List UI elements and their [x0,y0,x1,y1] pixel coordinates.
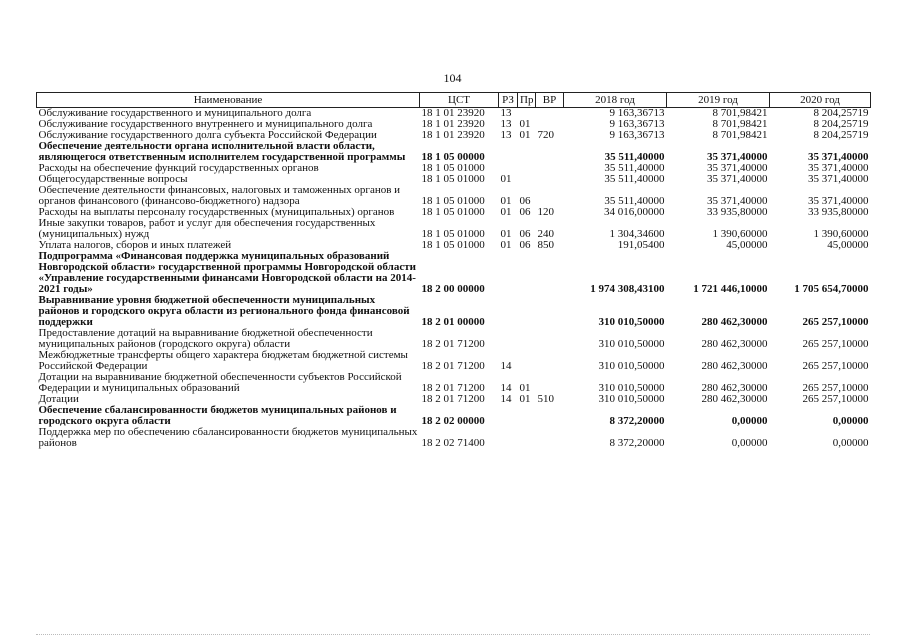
row-name: Межбюджетные трансферты общего характера бюджетам бюджетной системы Российской Федерации [38,349,408,372]
row-pr: 01 [519,382,531,394]
row-cst: 18 2 01 71200 [421,393,485,405]
table-row [37,350,871,372]
header-pr: Пр [518,93,536,108]
row-cst: 18 2 02 71400 [421,437,485,449]
row-pr [518,251,536,295]
row-2018: 310 010,50000 [598,360,665,372]
row-2020: 35 371,40000 [808,195,869,207]
row-2019: 280 462,30000 [701,360,768,372]
row-rz: 01 [500,195,512,207]
row-rz: 01 [500,239,512,251]
row-name: Общегосударственные вопросы [38,173,188,185]
row-vr [536,163,564,174]
table-row [37,405,871,427]
table-row [37,218,871,240]
row-2020: 1 705 654,70000 [794,283,869,295]
row-pr: 01 [519,393,531,405]
row-vr [536,405,564,427]
row-2019: 0,00000 [731,437,768,449]
row-name: Расходы на выплаты персоналу государственных (муниципальных) органов [38,206,395,218]
row-2019: 35 371,40000 [707,151,768,163]
row-2018: 310 010,50000 [598,338,665,350]
row-2018: 35 511,40000 [604,151,665,163]
row-2018: 34 016,00000 [604,206,665,218]
row-name: Обеспечение деятельности органа исполнительной власти области, являющегося ответственным исполнителем государственной программы [38,140,406,163]
row-cst: 18 1 01 23920 [421,129,485,141]
row-cst: 18 2 01 71200 [421,338,485,350]
row-rz [499,141,518,163]
row-vr [536,350,564,372]
row-2020: 265 257,10000 [802,316,869,328]
row-cst: 18 1 05 01000 [421,228,485,240]
table-body [37,108,871,450]
row-cst: 18 2 01 00000 [421,316,485,328]
row-2018: 310 010,50000 [598,393,665,405]
row-pr: 06 [519,206,531,218]
row-2018: 8 372,20000 [609,437,665,449]
row-2019: 35 371,40000 [707,162,768,174]
row-2020: 265 257,10000 [802,338,869,350]
row-cst: 18 1 05 00000 [421,151,485,163]
row-2018: 9 163,36713 [609,118,665,130]
row-vr [536,372,564,394]
table-row [37,372,871,394]
row-2019: 1 390,60000 [712,228,768,240]
row-2019: 280 462,30000 [701,393,768,405]
row-2020: 35 371,40000 [808,151,869,163]
row-2019: 35 371,40000 [707,173,768,185]
row-pr [518,350,536,372]
row-name: Выравнивание уровня бюджетной обеспеченности муниципальных районов и городского округа области из регионального фонда финансовой поддержки [38,294,410,328]
row-2019: 8 701,98421 [712,129,768,141]
row-vr [536,251,564,295]
row-2018: 310 010,50000 [598,382,665,394]
row-cst: 18 1 01 23920 [421,107,485,119]
row-cst: 18 1 01 23920 [421,118,485,130]
row-pr: 01 [519,118,531,130]
row-2020: 35 371,40000 [808,173,869,185]
row-name: Обеспечение сбалансированности бюджетов муниципальных районов и городского округа области [38,404,397,427]
row-2019: 45,00000 [726,239,768,251]
row-rz: 01 [500,206,512,218]
header-vr: ВР [536,93,564,108]
row-rz [499,427,518,449]
row-name: Обслуживание государственного и муниципального долга [38,107,312,119]
row-name: Иные закупки товаров, работ и услуг для обеспечения государственных (муниципальных) нужд [38,217,376,240]
row-2018: 9 163,36713 [609,107,665,119]
row-vr [536,141,564,163]
row-2020: 45,00000 [827,239,869,251]
row-rz [499,328,518,350]
row-vr: 240 [537,228,554,240]
footer-scan-line [36,634,870,636]
row-name: Расходы на обеспечение функций государственных органов [38,162,319,174]
row-2018: 1 974 308,43100 [590,283,665,295]
row-2019: 0,00000 [731,415,768,427]
header-name: Наименование [37,93,420,108]
row-2018: 191,05400 [617,239,665,251]
row-cst: 18 2 00 00000 [421,283,485,295]
row-rz: 13 [500,107,512,119]
row-2020: 0,00000 [832,437,869,449]
row-pr [518,405,536,427]
row-2020: 0,00000 [832,415,869,427]
table-header-row [37,93,871,108]
row-pr [518,295,536,328]
header-cst: ЦСТ [420,93,499,108]
row-2018: 9 163,36713 [609,129,665,141]
row-2019: 280 462,30000 [701,382,768,394]
row-2018: 310 010,50000 [598,316,665,328]
table-row [37,141,871,163]
row-2020: 8 204,25719 [813,107,869,119]
row-2019: 280 462,30000 [701,316,768,328]
row-cst: 18 1 05 01000 [421,239,485,251]
row-2020: 265 257,10000 [802,360,869,372]
row-name: Обеспечение деятельности финансовых, налоговых и таможенных органов и органов финансового (финансово-бюджетного) надзора [38,184,401,207]
row-cst: 18 1 05 01000 [421,173,485,185]
row-rz [499,251,518,295]
row-vr: 510 [537,393,554,405]
row-rz: 13 [500,129,512,141]
table-row [37,295,871,328]
header-rz: РЗ [499,93,518,108]
row-rz: 13 [500,118,512,130]
row-pr: 06 [519,195,531,207]
row-rz: 01 [500,228,512,240]
row-vr [536,295,564,328]
row-pr: 06 [519,239,531,251]
row-2019: 8 701,98421 [712,118,768,130]
row-name: Обслуживание государственного долга субъекта Российской Федерации [38,129,377,141]
row-rz [499,295,518,328]
header-2019: 2019 год [667,93,770,108]
row-vr [536,328,564,350]
row-rz [499,405,518,427]
row-2020: 1 390,60000 [813,228,869,240]
row-name: Дотации [38,393,79,405]
row-pr [518,427,536,449]
row-cst: 18 2 02 00000 [421,415,485,427]
row-vr [536,427,564,449]
row-vr [536,174,564,185]
row-rz: 01 [500,173,512,185]
row-2020: 35 371,40000 [808,162,869,174]
row-rz: 14 [500,382,512,394]
table-row [37,251,871,295]
row-2019: 33 935,80000 [707,206,768,218]
row-cst: 18 1 05 01000 [421,195,485,207]
row-2020: 33 935,80000 [808,206,869,218]
row-vr: 850 [537,239,554,251]
row-name: Дотации на выравнивание бюджетной обеспеченности субъектов Российской Федерации и муниципальных образований [38,371,402,394]
row-2020: 8 204,25719 [813,129,869,141]
row-name: Подпрограмма «Финансовая поддержка муниципальных образований Новгородской области» государственной программы Новгородской области «Управление государственными финансами Новгородской области на 2014-2021 годы» [38,250,416,295]
row-2018: 35 511,40000 [604,162,665,174]
header-2020: 2020 год [770,93,871,108]
row-pr [518,174,536,185]
table-row [37,427,871,449]
row-2018: 35 511,40000 [604,173,665,185]
row-2019: 35 371,40000 [707,195,768,207]
row-cst: 18 1 05 01000 [421,206,485,218]
header-2018: 2018 год [564,93,667,108]
row-2020: 265 257,10000 [802,382,869,394]
row-vr: 120 [537,206,554,218]
row-pr: 01 [519,129,531,141]
row-2019: 8 701,98421 [712,107,768,119]
row-pr [518,163,536,174]
row-pr: 06 [519,228,531,240]
row-2018: 1 304,34600 [609,228,665,240]
page-number: 104 [443,71,462,85]
table-row [37,328,871,350]
row-cst: 18 2 01 71200 [421,360,485,372]
row-vr: 720 [537,129,554,141]
row-2018: 8 372,20000 [609,415,665,427]
row-2019: 1 721 446,10000 [693,283,768,295]
row-cst: 18 2 01 71200 [421,382,485,394]
row-2018: 35 511,40000 [604,195,665,207]
row-2020: 265 257,10000 [802,393,869,405]
row-name: Предоставление дотаций на выравнивание бюджетной обеспеченности муниципальных районов (городского округа) области [38,327,373,350]
row-pr [518,328,536,350]
row-pr [518,141,536,163]
row-cst: 18 1 05 01000 [421,162,485,174]
row-2020: 8 204,25719 [813,118,869,130]
budget-table [36,92,871,449]
row-rz: 14 [500,393,512,405]
row-vr [536,108,564,120]
row-name: Обслуживание государственного внутреннего и муниципального долга [38,118,373,130]
row-vr [536,185,564,207]
row-name: Поддержка мер по обеспечению сбалансированности бюджетов муниципальных районов [38,426,418,449]
row-rz: 14 [500,360,512,372]
row-2019: 280 462,30000 [701,338,768,350]
table-row [37,185,871,207]
row-name: Уплата налогов, сборов и иных платежей [38,239,232,251]
